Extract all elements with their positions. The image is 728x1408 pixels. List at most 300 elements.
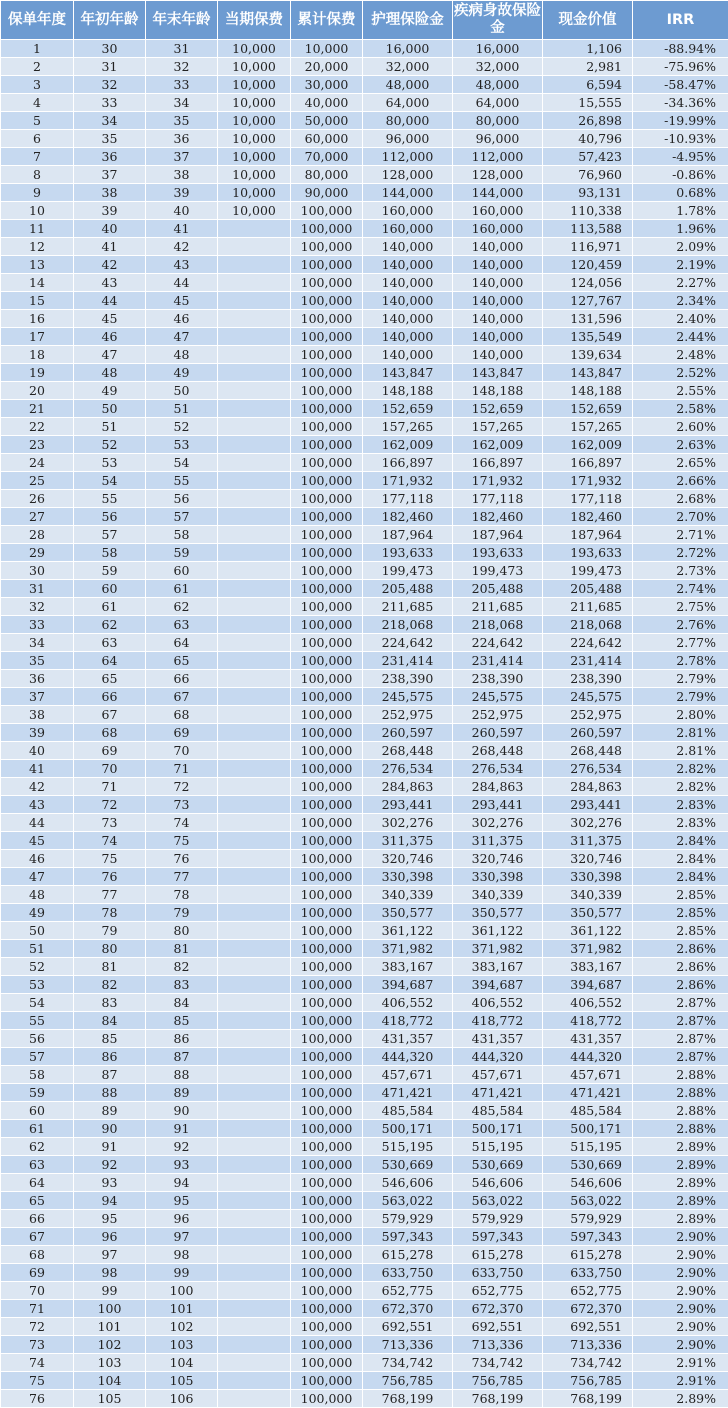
cell-care-benefit: 160,000 [363,220,453,238]
cell-current-premium [218,1390,291,1408]
cell-cumulative-premium: 100,000 [291,1066,363,1084]
header-row [1,1,728,40]
cell-cash-value: 340,339 [543,886,633,904]
cell-irr: 2.83% [633,814,728,832]
cell-death-benefit: 652,775 [453,1282,543,1300]
table-row [1,40,728,58]
cell-start-age: 54 [74,472,146,490]
header-policy-year: 保单年度 [1,1,74,40]
cell-start-age: 70 [74,760,146,778]
cell-death-benefit: 32,000 [453,58,543,76]
cell-irr: 2.66% [633,472,728,490]
cell-current-premium [218,1138,291,1156]
cell-death-benefit: 160,000 [453,202,543,220]
cell-cash-value: 231,414 [543,652,633,670]
cell-start-age: 75 [74,850,146,868]
cell-irr: 2.79% [633,670,728,688]
cell-policy-year: 70 [1,1282,74,1300]
cell-cumulative-premium: 100,000 [291,598,363,616]
cell-end-age: 89 [146,1084,218,1102]
cell-policy-year: 3 [1,76,74,94]
cell-irr: 2.81% [633,742,728,760]
table-row [1,1246,728,1264]
cell-cumulative-premium: 60,000 [291,130,363,148]
cell-cash-value: 350,577 [543,904,633,922]
cell-care-benefit: 140,000 [363,274,453,292]
cell-start-age: 74 [74,832,146,850]
cell-start-age: 94 [74,1192,146,1210]
cell-end-age: 32 [146,58,218,76]
cell-cash-value: 148,188 [543,382,633,400]
cell-death-benefit: 16,000 [453,40,543,58]
cell-care-benefit: 320,746 [363,850,453,868]
table-row [1,274,728,292]
cell-policy-year: 65 [1,1192,74,1210]
cell-death-benefit: 615,278 [453,1246,543,1264]
cell-policy-year: 2 [1,58,74,76]
cell-start-age: 37 [74,166,146,184]
cell-cumulative-premium: 100,000 [291,544,363,562]
table-row [1,832,728,850]
table-row [1,850,728,868]
cell-cash-value: 166,897 [543,454,633,472]
cell-death-benefit: 140,000 [453,274,543,292]
cell-start-age: 86 [74,1048,146,1066]
cell-cumulative-premium: 100,000 [291,490,363,508]
table-row [1,220,728,238]
cell-cash-value: 563,022 [543,1192,633,1210]
cell-care-benefit: 350,577 [363,904,453,922]
cell-care-benefit: 238,390 [363,670,453,688]
cell-cash-value: 139,634 [543,346,633,364]
table-row [1,418,728,436]
cell-current-premium: 10,000 [218,40,291,58]
cell-end-age: 44 [146,274,218,292]
table-row [1,904,728,922]
table-row [1,1390,728,1408]
cell-policy-year: 14 [1,274,74,292]
cell-cumulative-premium: 100,000 [291,508,363,526]
cell-cash-value: 76,960 [543,166,633,184]
cell-care-benefit: 140,000 [363,310,453,328]
cell-end-age: 91 [146,1120,218,1138]
cell-death-benefit: 128,000 [453,166,543,184]
cell-policy-year: 58 [1,1066,74,1084]
cell-current-premium [218,1264,291,1282]
cell-end-age: 66 [146,670,218,688]
cell-death-benefit: 394,687 [453,976,543,994]
cell-current-premium [218,526,291,544]
cell-irr: 2.83% [633,796,728,814]
cell-current-premium [218,742,291,760]
cell-cash-value: 127,767 [543,292,633,310]
cell-care-benefit: 199,473 [363,562,453,580]
cell-end-age: 84 [146,994,218,1012]
cell-care-benefit: 193,633 [363,544,453,562]
cell-start-age: 64 [74,652,146,670]
cell-cumulative-premium: 100,000 [291,1192,363,1210]
cell-care-benefit: 260,597 [363,724,453,742]
cell-current-premium [218,634,291,652]
cell-cumulative-premium: 100,000 [291,1084,363,1102]
cell-cash-value: 652,775 [543,1282,633,1300]
cell-current-premium [218,832,291,850]
cell-end-age: 62 [146,598,218,616]
cell-death-benefit: 361,122 [453,922,543,940]
cell-end-age: 92 [146,1138,218,1156]
table-row [1,202,728,220]
cell-cumulative-premium: 100,000 [291,760,363,778]
cell-current-premium [218,958,291,976]
cell-start-age: 96 [74,1228,146,1246]
cell-policy-year: 76 [1,1390,74,1408]
cell-death-benefit: 152,659 [453,400,543,418]
cell-cash-value: 193,633 [543,544,633,562]
cell-current-premium [218,1282,291,1300]
cell-cash-value: 615,278 [543,1246,633,1264]
cell-policy-year: 26 [1,490,74,508]
cell-cumulative-premium: 80,000 [291,166,363,184]
cell-policy-year: 38 [1,706,74,724]
cell-cash-value: 2,981 [543,58,633,76]
cell-current-premium [218,850,291,868]
cell-care-benefit: 457,671 [363,1066,453,1084]
table-row [1,940,728,958]
cell-cash-value: 330,398 [543,868,633,886]
cell-irr: -58.47% [633,76,728,94]
table-row [1,184,728,202]
cell-start-age: 46 [74,328,146,346]
table-row [1,1372,728,1390]
cell-current-premium: 10,000 [218,58,291,76]
cell-end-age: 59 [146,544,218,562]
cell-death-benefit: 162,009 [453,436,543,454]
cell-policy-year: 61 [1,1120,74,1138]
cell-irr: 2.78% [633,652,728,670]
cell-irr: 2.60% [633,418,728,436]
cell-start-age: 31 [74,58,146,76]
cell-end-age: 90 [146,1102,218,1120]
cell-current-premium [218,778,291,796]
cell-policy-year: 45 [1,832,74,850]
table-row [1,1228,728,1246]
cell-end-age: 48 [146,346,218,364]
cell-death-benefit: 734,742 [453,1354,543,1372]
cell-cash-value: 734,742 [543,1354,633,1372]
cell-cash-value: 124,056 [543,274,633,292]
cell-death-benefit: 187,964 [453,526,543,544]
cell-policy-year: 44 [1,814,74,832]
cell-start-age: 90 [74,1120,146,1138]
cell-cumulative-premium: 100,000 [291,1228,363,1246]
cell-irr: 2.89% [633,1192,728,1210]
cell-cumulative-premium: 100,000 [291,922,363,940]
table-row [1,76,728,94]
table-row [1,1354,728,1372]
cell-cash-value: 672,370 [543,1300,633,1318]
cell-policy-year: 41 [1,760,74,778]
table-row [1,760,728,778]
cell-current-premium [218,868,291,886]
cell-start-age: 61 [74,598,146,616]
cell-start-age: 63 [74,634,146,652]
table-row [1,148,728,166]
table-body [1,40,728,1408]
cell-policy-year: 5 [1,112,74,130]
cell-death-benefit: 530,669 [453,1156,543,1174]
cell-death-benefit: 500,171 [453,1120,543,1138]
cell-irr: 2.86% [633,976,728,994]
cell-irr: 2.73% [633,562,728,580]
cell-current-premium [218,1120,291,1138]
cell-end-age: 101 [146,1300,218,1318]
cell-care-benefit: 148,188 [363,382,453,400]
cell-irr: 2.72% [633,544,728,562]
table-row [1,1210,728,1228]
cell-irr: 2.85% [633,886,728,904]
cell-care-benefit: 361,122 [363,922,453,940]
cell-current-premium [218,1156,291,1174]
cell-start-age: 76 [74,868,146,886]
cell-current-premium [218,1372,291,1390]
cell-death-benefit: 199,473 [453,562,543,580]
cell-death-benefit: 48,000 [453,76,543,94]
cell-irr: 2.09% [633,238,728,256]
cell-start-age: 38 [74,184,146,202]
cell-cumulative-premium: 30,000 [291,76,363,94]
cell-death-benefit: 320,746 [453,850,543,868]
cell-start-age: 91 [74,1138,146,1156]
cell-cash-value: 530,669 [543,1156,633,1174]
cell-cash-value: 418,772 [543,1012,633,1030]
cell-current-premium: 10,000 [218,166,291,184]
cell-policy-year: 20 [1,382,74,400]
cell-current-premium: 10,000 [218,184,291,202]
cell-end-age: 73 [146,796,218,814]
cell-death-benefit: 96,000 [453,130,543,148]
cell-current-premium [218,490,291,508]
cell-cash-value: 692,551 [543,1318,633,1336]
cell-policy-year: 13 [1,256,74,274]
cell-start-age: 69 [74,742,146,760]
cell-care-benefit: 112,000 [363,148,453,166]
cell-policy-year: 17 [1,328,74,346]
cell-death-benefit: 418,772 [453,1012,543,1030]
table-row [1,1282,728,1300]
cell-cash-value: 182,460 [543,508,633,526]
header-care-benefit: 护理保险金 [363,1,453,40]
cell-care-benefit: 284,863 [363,778,453,796]
table-row [1,436,728,454]
table-row [1,958,728,976]
cell-end-age: 37 [146,148,218,166]
cell-care-benefit: 371,982 [363,940,453,958]
cell-start-age: 71 [74,778,146,796]
cell-start-age: 66 [74,688,146,706]
cell-policy-year: 37 [1,688,74,706]
cell-cumulative-premium: 100,000 [291,436,363,454]
cell-cash-value: 444,320 [543,1048,633,1066]
cell-cash-value: 500,171 [543,1120,633,1138]
cell-policy-year: 43 [1,796,74,814]
cell-end-age: 60 [146,562,218,580]
cell-care-benefit: 128,000 [363,166,453,184]
cell-death-benefit: 302,276 [453,814,543,832]
table-row [1,886,728,904]
cell-start-age: 55 [74,490,146,508]
cell-current-premium [218,562,291,580]
cell-cumulative-premium: 100,000 [291,256,363,274]
cell-cash-value: 211,685 [543,598,633,616]
cell-cash-value: 26,898 [543,112,633,130]
cell-death-benefit: 444,320 [453,1048,543,1066]
cell-cumulative-premium: 100,000 [291,1354,363,1372]
cell-policy-year: 19 [1,364,74,382]
cell-care-benefit: 633,750 [363,1264,453,1282]
cell-irr: 2.89% [633,1156,728,1174]
cell-cumulative-premium: 100,000 [291,886,363,904]
header-death-benefit: 疾病身故保险金 [453,1,543,40]
cell-care-benefit: 231,414 [363,652,453,670]
cell-current-premium [218,472,291,490]
cell-cumulative-premium: 100,000 [291,652,363,670]
table-row [1,238,728,256]
cell-cash-value: 157,265 [543,418,633,436]
cell-end-age: 98 [146,1246,218,1264]
cell-death-benefit: 140,000 [453,292,543,310]
cell-cash-value: 268,448 [543,742,633,760]
table-row [1,400,728,418]
cell-cumulative-premium: 100,000 [291,832,363,850]
cell-end-age: 34 [146,94,218,112]
cell-policy-year: 66 [1,1210,74,1228]
table-row [1,670,728,688]
cell-cumulative-premium: 40,000 [291,94,363,112]
cell-irr: 2.19% [633,256,728,274]
cell-death-benefit: 218,068 [453,616,543,634]
cell-cash-value: 199,473 [543,562,633,580]
cell-irr: 2.84% [633,832,728,850]
cell-current-premium [218,886,291,904]
cell-care-benefit: 80,000 [363,112,453,130]
cell-current-premium [218,454,291,472]
cell-end-age: 43 [146,256,218,274]
cell-cash-value: 515,195 [543,1138,633,1156]
cell-current-premium [218,922,291,940]
table-row [1,1102,728,1120]
cell-irr: -88.94% [633,40,728,58]
cell-start-age: 83 [74,994,146,1012]
cell-start-age: 80 [74,940,146,958]
cell-cash-value: 471,421 [543,1084,633,1102]
cell-death-benefit: 80,000 [453,112,543,130]
cell-care-benefit: 144,000 [363,184,453,202]
cell-care-benefit: 205,488 [363,580,453,598]
cell-irr: 2.40% [633,310,728,328]
cell-care-benefit: 756,785 [363,1372,453,1390]
cell-end-age: 104 [146,1354,218,1372]
cell-death-benefit: 144,000 [453,184,543,202]
cell-care-benefit: 224,642 [363,634,453,652]
cell-care-benefit: 418,772 [363,1012,453,1030]
cell-end-age: 54 [146,454,218,472]
cell-death-benefit: 245,575 [453,688,543,706]
table-row [1,706,728,724]
cell-death-benefit: 293,441 [453,796,543,814]
cell-irr: 2.44% [633,328,728,346]
cell-end-age: 94 [146,1174,218,1192]
cell-care-benefit: 444,320 [363,1048,453,1066]
cell-end-age: 105 [146,1372,218,1390]
table-row [1,1336,728,1354]
cell-end-age: 88 [146,1066,218,1084]
header-cumulative-premium: 累计保费 [291,1,363,40]
cell-end-age: 63 [146,616,218,634]
cell-policy-year: 23 [1,436,74,454]
cell-policy-year: 29 [1,544,74,562]
cell-current-premium [218,1354,291,1372]
cell-policy-year: 73 [1,1336,74,1354]
cell-start-age: 81 [74,958,146,976]
cell-policy-year: 68 [1,1246,74,1264]
cell-policy-year: 60 [1,1102,74,1120]
cell-death-benefit: 383,167 [453,958,543,976]
cell-cumulative-premium: 100,000 [291,220,363,238]
cell-cash-value: 218,068 [543,616,633,634]
table-row [1,382,728,400]
cell-start-age: 48 [74,364,146,382]
cell-start-age: 88 [74,1084,146,1102]
cell-cash-value: 546,606 [543,1174,633,1192]
table-row [1,1048,728,1066]
cell-death-benefit: 231,414 [453,652,543,670]
cell-cumulative-premium: 100,000 [291,400,363,418]
cell-cumulative-premium: 100,000 [291,850,363,868]
cell-irr: 2.75% [633,598,728,616]
cell-death-benefit: 457,671 [453,1066,543,1084]
cell-start-age: 35 [74,130,146,148]
cell-policy-year: 27 [1,508,74,526]
cell-death-benefit: 260,597 [453,724,543,742]
cell-death-benefit: 238,390 [453,670,543,688]
cell-start-age: 30 [74,40,146,58]
cell-end-age: 85 [146,1012,218,1030]
cell-policy-year: 63 [1,1156,74,1174]
cell-start-age: 100 [74,1300,146,1318]
cell-irr: 2.91% [633,1372,728,1390]
cell-start-age: 44 [74,292,146,310]
table-row [1,814,728,832]
cell-death-benefit: 140,000 [453,346,543,364]
table-row [1,724,728,742]
cell-death-benefit: 171,932 [453,472,543,490]
cell-start-age: 62 [74,616,146,634]
cell-current-premium [218,814,291,832]
table-row [1,490,728,508]
cell-end-age: 53 [146,436,218,454]
cell-start-age: 78 [74,904,146,922]
cell-irr: -19.99% [633,112,728,130]
cell-death-benefit: 252,975 [453,706,543,724]
cell-start-age: 40 [74,220,146,238]
cell-end-age: 39 [146,184,218,202]
cell-care-benefit: 187,964 [363,526,453,544]
cell-end-age: 74 [146,814,218,832]
cell-current-premium [218,1174,291,1192]
cell-care-benefit: 471,421 [363,1084,453,1102]
cell-cumulative-premium: 100,000 [291,1048,363,1066]
cell-death-benefit: 140,000 [453,238,543,256]
